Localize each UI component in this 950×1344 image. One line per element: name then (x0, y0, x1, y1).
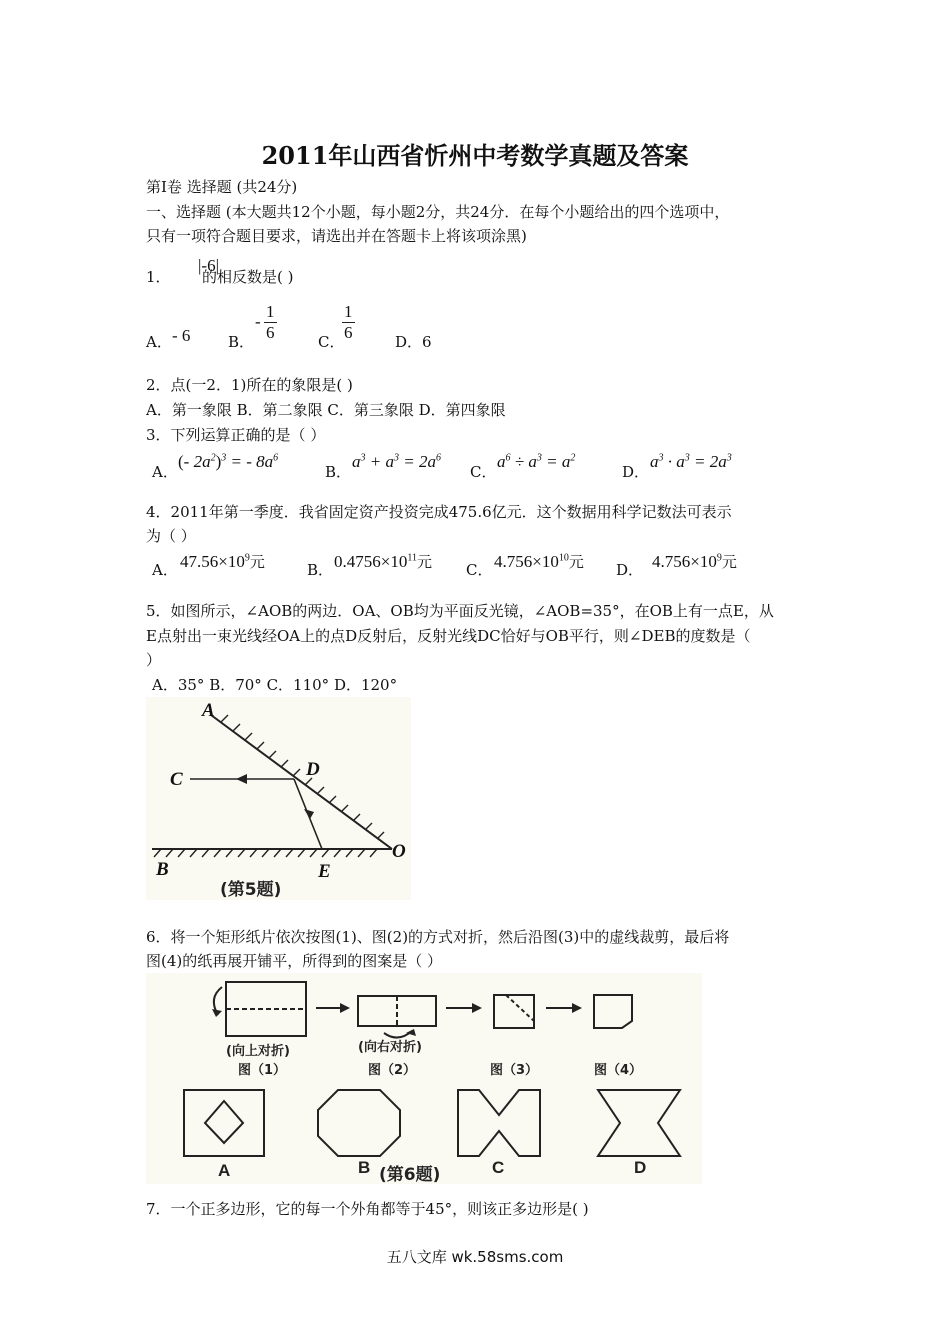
q4-b-value: $0.4756\times 10^{11}$元 (334, 552, 432, 571)
footer-watermark: 五八文库 wk.58sms.com (386, 1248, 564, 1266)
fold3-cutline (506, 995, 534, 1021)
answer-b-label: B (358, 1158, 371, 1177)
q1-text: 的相反数是( ) (202, 268, 294, 286)
q5-line-2: E点射出一束光线经OA上的点D反射后，反射光线DC恰好与OB平行，则∠DEB的度数是（ (146, 627, 751, 645)
q4-d-label: D． (616, 561, 644, 579)
answer-a-label: A (218, 1161, 231, 1180)
fig1-label: 图（1） (238, 1063, 287, 1078)
q5-caption: (第5题) (220, 880, 282, 900)
q1-c-numerator: 1 (344, 302, 353, 321)
fig2-label: 图（2） (368, 1063, 417, 1078)
q6-figure (146, 973, 702, 1184)
arrow-2-head (472, 1003, 482, 1013)
q4-a-label: A． (152, 561, 178, 579)
arrow-3-head (572, 1003, 582, 1013)
label-b: B (156, 859, 169, 880)
fold3-rect (494, 995, 534, 1028)
label-o: O (392, 841, 406, 862)
q4-c-label: C． (466, 561, 493, 579)
q3-d-label: D． (622, 463, 650, 481)
q5-line-1: 5．如图所示，∠AOB的两边．OA、OB均为平面反光镜，∠AOB=35°，在OB上有一点E，从 (146, 602, 774, 620)
q1-abs-expr: |-6| (198, 256, 219, 275)
q3-c-expr: $a^6 \div a^3 = a^2$ (497, 452, 576, 471)
q3-text: 3．下列运算正确的是（ ） (146, 426, 326, 444)
q2-options: A．第一象限 B．第二象限 C．第三象限 D．第四象限 (146, 401, 506, 419)
ray-dc-arrow (236, 774, 247, 784)
q3-b-expr: $a^3 + a^3 = 2a^6$ (352, 452, 441, 471)
q3-b-label: B． (325, 463, 352, 481)
fold-up-label: (向上对折) (226, 1044, 290, 1059)
q4-line-2: 为（ ） (146, 527, 196, 545)
q1-a-label: A． (146, 333, 172, 351)
answer-b-octagon (318, 1090, 400, 1156)
q1-b-denominator: 6 (266, 323, 275, 342)
answer-d-hourglass (598, 1090, 680, 1156)
answer-c-bowtie (458, 1090, 540, 1156)
page-title: 2011年山西省忻州中考数学真题及答案 (261, 141, 689, 170)
q1-number: 1． (146, 268, 171, 286)
intro-line-2: 只有一项符合题目要求，请选出并在答题卡上将该项涂黑) (146, 227, 527, 245)
fig3-label: 图（3） (490, 1063, 539, 1078)
q1-b-numerator: 1 (266, 302, 275, 321)
q1-b-label: B． (228, 333, 255, 351)
label-a: A (202, 700, 215, 721)
q1-b-fraction (264, 302, 277, 343)
q5-line-3: ） (146, 651, 162, 669)
section-heading: 第Ⅰ卷 选择题 (共24分) (146, 178, 298, 196)
mirror-oa-line (211, 715, 392, 849)
label-e: E (318, 861, 331, 882)
q7-text: 7．一个正多边形，它的每一个外角都等于45°，则该正多边形是( ) (146, 1200, 589, 1218)
fold-right-label: (向右对折) (358, 1040, 422, 1055)
q6-line-2: 图(4)的纸再展开铺平，所得到的图案是（ ） (146, 952, 443, 970)
q1-c-denominator: 6 (344, 323, 353, 342)
q3-a-label: A． (152, 463, 178, 481)
q2-text: 2．点(一2．1)所在的象限是( ) (146, 376, 353, 394)
q3-a-expr: (- $2a^2)^3$ = - $8a^6$ (178, 452, 279, 471)
q6-line-1: 6．将一个矩形纸片依次按图(1)、图(2)的方式对折，然后沿图(3)中的虚线裁剪，最后将 (146, 928, 730, 946)
label-c: C (170, 769, 183, 790)
q1-b-sign: - (255, 312, 261, 331)
q4-c-value: $4.756\times 10^{10}$元 (494, 552, 584, 571)
fold4-shape (594, 995, 632, 1028)
answer-d-label: D (634, 1158, 647, 1177)
q6-figure-drawing (146, 973, 702, 1184)
q1-c-label: C． (318, 333, 345, 351)
q3-c-label: C． (470, 463, 497, 481)
q4-d-value: $4.756\times 10^9$元 (652, 552, 737, 571)
fig4-label: 图（4） (594, 1063, 643, 1078)
q5-figure (146, 697, 411, 900)
fold1-arrow-head (212, 1009, 222, 1017)
q1-c-fraction (342, 302, 355, 343)
q6-caption: (第6题) (379, 1165, 441, 1184)
answer-a-diamond (205, 1101, 243, 1143)
q5-figure-drawing (146, 697, 411, 900)
q4-b-label: B． (307, 561, 334, 579)
fold2-arrow (384, 1031, 412, 1038)
intro-line-1: 一、选择题 (本大题共12个小题，每小题2分，共24分．在每个小题给出的四个选项中， (146, 203, 730, 221)
q3-d-expr: $a^3 \cdot a^3 = 2a^3$ (650, 452, 732, 471)
q4-line-1: 4．2011年第一季度．我省固定资产投资完成475.6亿元．这个数据用科学记数法可表示 (146, 503, 732, 521)
answer-c-label: C (492, 1158, 505, 1177)
q1-d-option: D．6 (395, 333, 432, 351)
arrow-1-head (340, 1003, 350, 1013)
q4-a-value: $47.56\times 10^9$元 (180, 552, 265, 571)
label-d: D (306, 759, 320, 780)
q5-options: A．35° B．70° C．110° D．120° (152, 676, 398, 694)
mirror-ob-hatching (154, 849, 377, 857)
q1-a-value: - 6 (172, 326, 191, 345)
